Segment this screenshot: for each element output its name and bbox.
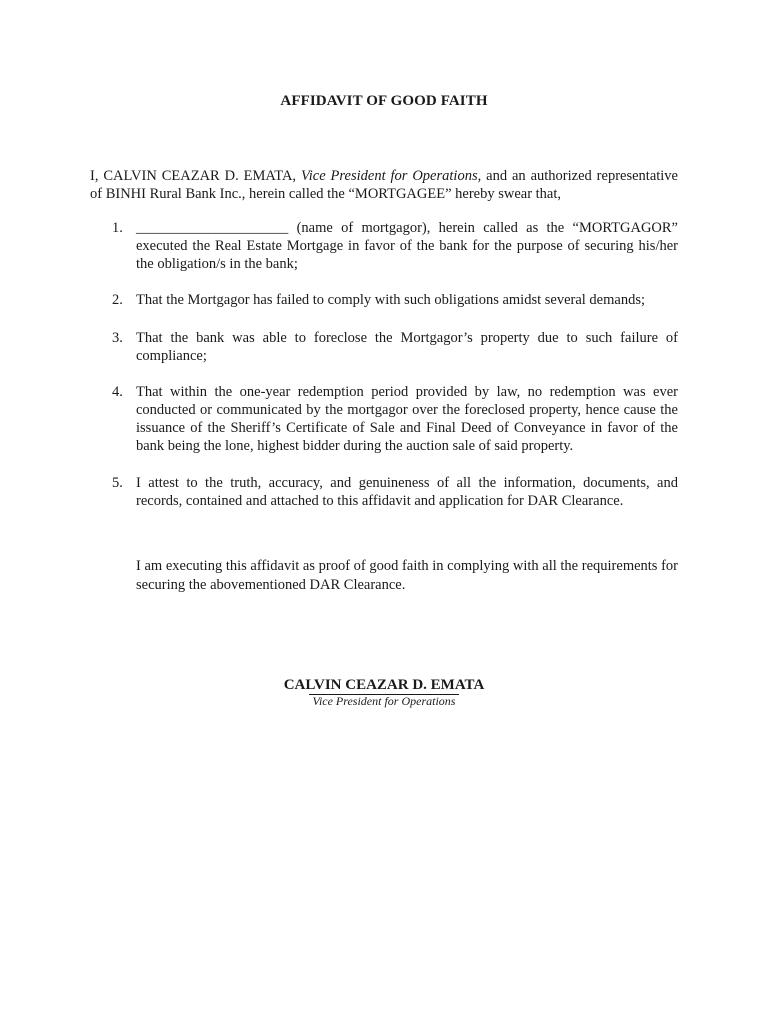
list-item-text: That the Mortgagor has failed to comply with such obligations amidst several demands; xyxy=(136,292,646,308)
signatory-block xyxy=(0,676,768,694)
list-item-number: 3. xyxy=(112,330,123,346)
list-item-text: _____________________ (name of mortgagor), herein called as the “MORTGAGOR” executed the Real Estate Mortgage in favor of the bank for the purpose of securing his/her the obligation/s in the bank; xyxy=(136,220,678,272)
list-item-text: I attest to the truth, accuracy, and genuineness of all the information, documents, and records, contained and attached to this affidavit and application for DAR Clearance. xyxy=(136,475,678,509)
closing-paragraph: I am executing this affidavit as proof of good faith in complying with all the requirements for securing the abovementioned DAR Clearance. xyxy=(136,558,678,593)
intro-paragraph xyxy=(90,167,678,203)
list-item-number: 1. xyxy=(112,220,123,236)
document-title: AFFIDAVIT OF GOOD FAITH xyxy=(280,93,488,109)
signatory-title: Vice President for Operations xyxy=(312,694,456,708)
intro-prefix: I, CALVIN CEAZAR D. EMATA, xyxy=(90,168,301,184)
signatory-name: CALVIN CEAZAR D. EMATA xyxy=(283,677,485,693)
list-item-number: 2. xyxy=(112,292,123,308)
list-item-text: That the bank was able to foreclose the Mortgagor’s property due to such failure of compliance; xyxy=(136,330,678,364)
list-item-text: That within the one-year redemption period provided by law, no redemption was ever conducted or communicated by the mortgagor over the foreclosed property, hence cause the issuance of the Sheriff’s Certificate of Sale and Final Deed of Conveyance in favor of the bank being the lone, highest bidder during the auction sale of said property. xyxy=(136,384,678,454)
list-item-number: 5. xyxy=(112,475,123,491)
intro-role: Vice President for Operations, xyxy=(300,168,482,184)
intro-suffix: and an authorized representative of BINHI Rural Bank Inc., herein called the “MORTGAGEE” hereby swear that, xyxy=(90,168,678,202)
list-item-number: 4. xyxy=(112,384,123,400)
